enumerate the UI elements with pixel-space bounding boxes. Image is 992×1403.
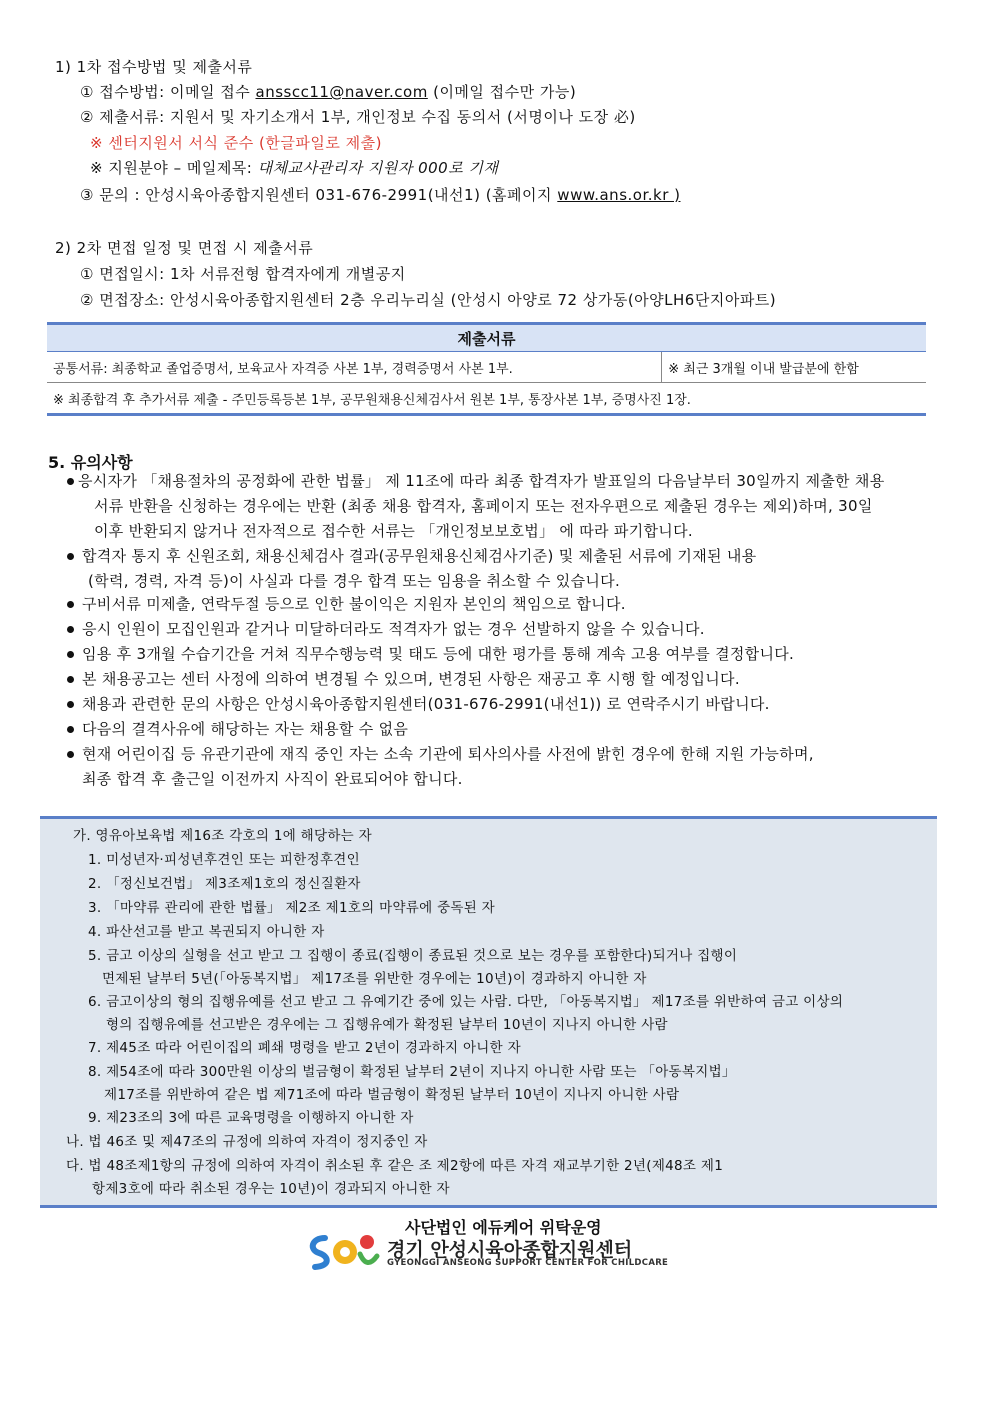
- notice-line: 다음의 결격사유에 해당하는 자는 채용할 수 없음: [82, 720, 409, 738]
- section1-heading: 1) 1차 접수방법 및 제출서류: [55, 58, 253, 76]
- disq-line: 4. 파산선고를 받고 복권되지 아니한 자: [88, 924, 325, 940]
- bullet-icon: [67, 626, 74, 633]
- method-line: [80, 82, 576, 102]
- disq-line: 7. 제45조 따라 어린이집의 폐쇄 명령을 받고 2년이 경과하지 아니한 자: [88, 1040, 521, 1056]
- disq-line: 형의 집행유예를 선고받은 경우에는 그 집행유예가 확정된 날부터 10년이 지나지 아니한 사람: [106, 1017, 668, 1033]
- notice-line: 합격자 통지 후 신원조회, 채용신체검사 결과(공무원채용신체검사기준) 및 제출된 서류에 기재된 내용: [82, 547, 757, 565]
- disq-line: 다. 법 48조제1항의 규정에 의하여 자격이 취소된 후 같은 조 제2항에 따른 자격 재교부기한 2년(제48조 제1: [66, 1158, 724, 1174]
- section2-heading: 2) 2차 면접 일정 및 면접 시 제출서류: [55, 239, 314, 257]
- footer-operator: 사단법인 에듀케어 위탁운영: [405, 1218, 602, 1237]
- form-note: ※ 센터지원서 서식 준수 (한글파일로 제출): [90, 134, 382, 152]
- section5-heading: 5. 유의사항: [48, 453, 133, 472]
- docs-table: [47, 322, 926, 416]
- notice-line: 응시 인원이 모집인원과 같거나 미달하더라도 적격자가 없는 경우 선발하지 않을 수 있습니다.: [82, 620, 705, 638]
- disq-line: 6. 금고이상의 형의 집행유예를 선고 받고 그 유예기간 중에 있는 사람. 다만, 「아동복지법」 제17조를 위반하여 금고 이상의: [88, 994, 844, 1010]
- notice-line: 구비서류 미제출, 연락두절 등으로 인한 불이익은 지원자 본인의 책임으로 합니다.: [82, 595, 626, 613]
- disq-line: 9. 제23조의 3에 따른 교육명령을 이행하지 아니한 자: [88, 1110, 414, 1126]
- footer-center-name: 경기 안성시육아종합지원센터: [387, 1239, 633, 1261]
- notice-line: 서류 반환을 신청하는 경우에는 반환 (최종 채용 합격자, 홈페이지 또는 전자우편으로 제출된 경우는 제외)하며, 30일: [94, 497, 873, 515]
- notice-line: 이후 반환되지 않거나 전자적으로 접수한 서류는 「개인정보보호법」 에 따라 파기합니다.: [94, 522, 693, 540]
- disq-line: 1. 미성년자·피성년후견인 또는 피한정후견인: [88, 852, 360, 868]
- disq-line: 제17조를 위반하여 같은 법 제71조에 따라 벌금형이 확정된 날부터 10년이 지나지 아니한 사람: [104, 1087, 680, 1103]
- disq-line: 항제3호에 따라 취소된 경우는 10년)이 경과되지 아니한 자: [92, 1181, 450, 1197]
- notice-line: 현재 어린이집 등 유관기관에 재직 중인 자는 소속 기관에 퇴사의사를 사전에 밝힌 경우에 한해 지원 가능하며,: [82, 745, 814, 763]
- docs-common-note: ※ 최근 3개월 이내 발급분에 한함: [662, 352, 926, 383]
- bullet-icon: [67, 701, 74, 708]
- subject-note: [90, 158, 498, 178]
- disq-line: 5. 금고 이상의 실형을 선고 받고 그 집행이 종료(집행이 종료된 것으로 보는 경우를 포함한다)되거나 집행이: [88, 948, 738, 964]
- contact-prefix: ③ 문의 : 안성시육아종합지원센터 031-676-2991(내선1) (홈페이지: [80, 186, 553, 204]
- interview-place: ② 면접장소: 안성시육아종합지원센터 2층 우리누리실 (안성시 아양로 72 상가동(아양LH6단지아파트): [80, 291, 777, 309]
- center-logo-icon: [305, 1230, 383, 1272]
- disq-line: 3. 「마약류 관리에 관한 법률」 제2조 제1호의 마약류에 중독된 자: [88, 900, 496, 916]
- method-suffix: (이메일 접수만 가능): [433, 83, 577, 101]
- docs-table-header: 제출서류: [47, 324, 926, 352]
- notice-line: 최종 합격 후 출근일 이전까지 사직이 완료되어야 합니다.: [82, 770, 463, 788]
- notice-line: 임용 후 3개월 수습기간을 거쳐 직무수행능력 및 태도 등에 대한 평가를 통해 계속 고용 여부를 결정합니다.: [82, 645, 795, 663]
- disq-line: 면제된 날부터 5년(「아동복지법」 제17조를 위반한 경우에는 10년)이 경과하지 아니한 자: [102, 971, 647, 987]
- bullet-icon: [67, 553, 74, 560]
- contact-line: [80, 185, 680, 205]
- notice-line: 채용과 관련한 문의 사항은 안성시육아종합지원센터(031-676-2991(내선1)) 로 연락주시기 바랍니다.: [82, 695, 770, 713]
- docs-common: 공통서류: 최종학교 졸업증명서, 보육교사 자격증 사본 1부, 경력증명서 사본 1부.: [47, 352, 662, 383]
- docs-line: ② 제출서류: 지원서 및 자기소개서 1부, 개인정보 수집 동의서 (서명이나 도장 必): [80, 108, 636, 126]
- docs-final: ※ 최종합격 후 추가서류 제출 - 주민등록등본 1부, 공무원채용신체검사서 원본 1부, 통장사본 1부, 증명사진 1장.: [47, 383, 926, 415]
- bullet-icon: [67, 676, 74, 683]
- subject-text: 대체교사관리자 지원자 000로 기재: [257, 159, 499, 177]
- bullet-icon: [67, 601, 74, 608]
- footer-center-english: GYEONGGI ANSEONG SUPPORT CENTER FOR CHILDCARE: [387, 1258, 669, 1268]
- subject-prefix: ※ 지원분야 – 메일제목:: [90, 159, 253, 177]
- bullet-icon: [67, 751, 74, 758]
- interview-date: ① 면접일시: 1차 서류전형 합격자에게 개별공지: [80, 265, 406, 283]
- disq-line: 나. 법 46조 및 제47조의 규정에 의하여 자격이 정지중인 자: [66, 1134, 428, 1150]
- bullet-icon: [67, 726, 74, 733]
- notice-line: 응시자가 「채용절차의 공정화에 관한 법률」 제 11조에 따라 최종 합격자가 발표일의 다음날부터 30일까지 제출한 채용: [78, 472, 885, 490]
- bullet-icon: [67, 478, 74, 485]
- notice-line: (학력, 경력, 자격 등)이 사실과 다를 경우 합격 또는 임용을 취소할 수 있습니다.: [88, 572, 621, 590]
- disq-line: 8. 제54조에 따라 300만원 이상의 벌금형이 확정된 날부터 2년이 지나지 아니한 사람 또는 「아동복지법」: [88, 1064, 736, 1080]
- bullet-icon: [67, 651, 74, 658]
- method-prefix: ① 접수방법: 이메일 접수: [80, 83, 251, 101]
- disq-line: 가. 영유아보육법 제16조 각호의 1에 해당하는 자: [73, 828, 372, 844]
- homepage-link[interactable]: www.ans.or.kr ): [557, 186, 681, 204]
- email-link[interactable]: ansscc11@naver.com: [255, 83, 428, 101]
- disqualification-box: [40, 816, 937, 1208]
- notice-line: 본 채용공고는 센터 사정에 의하여 변경될 수 있으며, 변경된 사항은 재공고 후 시행 할 예정입니다.: [82, 670, 740, 688]
- disq-line: 2. 「정신보건법」 제3조제1호의 정신질환자: [88, 876, 361, 892]
